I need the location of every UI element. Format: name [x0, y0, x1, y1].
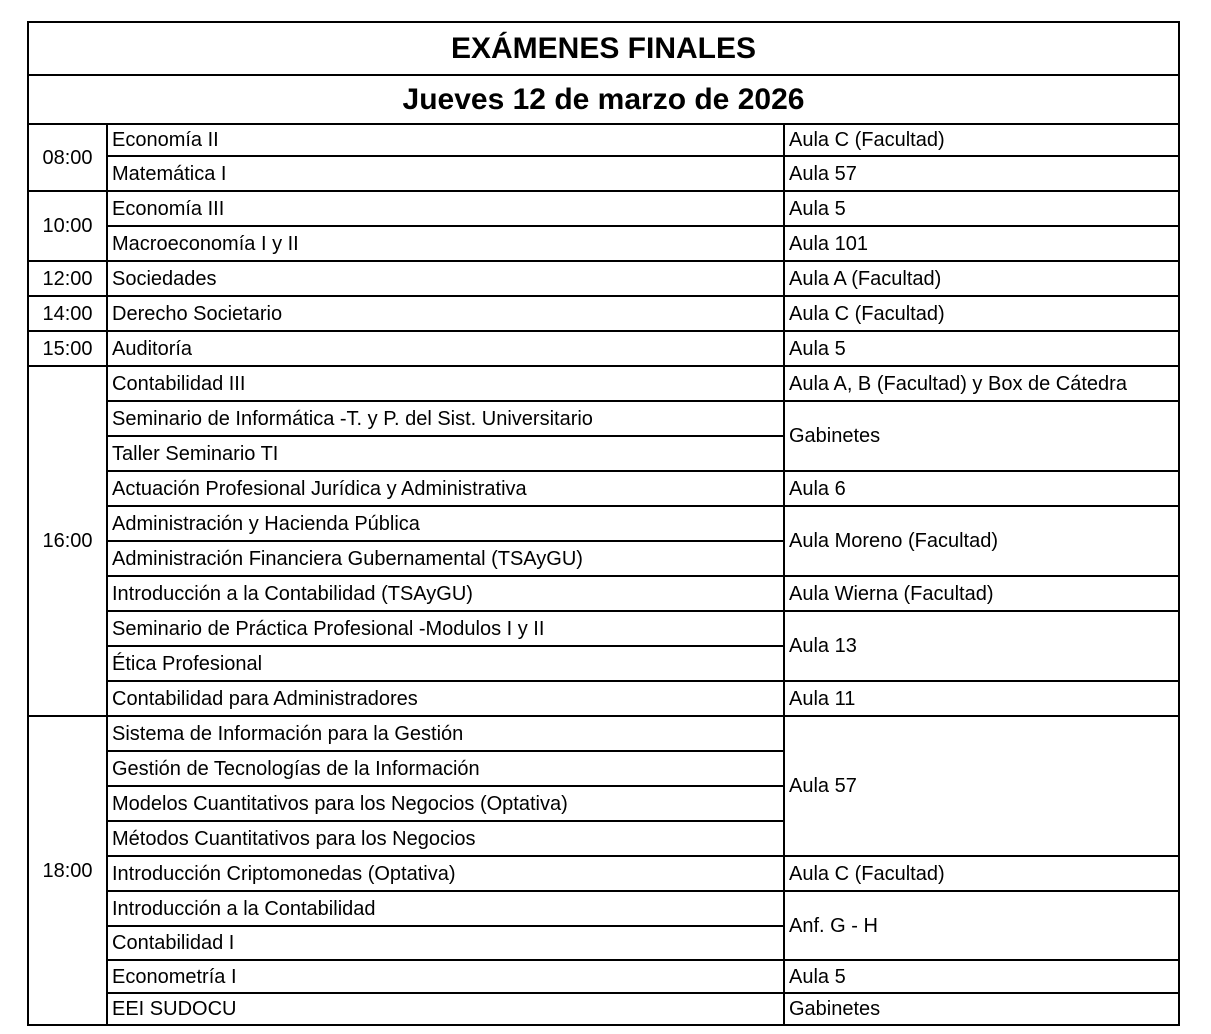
schedule-title: EXÁMENES FINALES [28, 22, 1179, 75]
subject-cell: Gestión de Tecnologías de la Información [107, 751, 784, 786]
room-cell: Gabinetes [784, 993, 1179, 1025]
subject-cell: Contabilidad III [107, 366, 784, 401]
subject-cell: Econometría I [107, 960, 784, 993]
subject-cell: Contabilidad I [107, 926, 784, 960]
subject-cell: Matemática I [107, 156, 784, 191]
subject-cell: Administración Financiera Gubernamental (TSAyGU) [107, 541, 784, 576]
table-row [28, 296, 1179, 331]
room-cell: Aula Moreno (Facultad) [784, 506, 1179, 576]
table-row [28, 124, 1179, 156]
table-row [28, 226, 1179, 261]
table-row [28, 401, 1179, 436]
table-row [28, 716, 1179, 751]
subject-cell: Ética Profesional [107, 646, 784, 681]
room-cell: Aula Wierna (Facultad) [784, 576, 1179, 611]
time-cell: 16:00 [28, 366, 107, 716]
room-cell: Aula 13 [784, 611, 1179, 681]
table-row [28, 156, 1179, 191]
room-cell: Aula 57 [784, 716, 1179, 856]
table-row [28, 681, 1179, 716]
subject-cell: EEI SUDOCU [107, 993, 784, 1025]
subject-cell: Contabilidad para Administradores [107, 681, 784, 716]
subject-cell: Seminario de Informática -T. y P. del Sist. Universitario [107, 401, 784, 436]
exam-schedule-table [27, 21, 1180, 1026]
room-cell: Aula C (Facultad) [784, 124, 1179, 156]
table-row [28, 331, 1179, 366]
subject-cell: Taller Seminario TI [107, 436, 784, 471]
time-cell: 10:00 [28, 191, 107, 261]
subject-cell: Economía II [107, 124, 784, 156]
room-cell: Aula A, B (Facultad) y Box de Cátedra [784, 366, 1179, 401]
subject-cell: Seminario de Práctica Profesional -Modulos I y II [107, 611, 784, 646]
table-row [28, 960, 1179, 993]
subject-cell: Introducción a la Contabilidad (TSAyGU) [107, 576, 784, 611]
room-cell: Aula C (Facultad) [784, 856, 1179, 891]
subject-cell: Introducción a la Contabilidad [107, 891, 784, 926]
room-cell: Aula 57 [784, 156, 1179, 191]
table-row [28, 856, 1179, 891]
table-row [28, 993, 1179, 1025]
room-cell: Aula C (Facultad) [784, 296, 1179, 331]
room-cell: Aula 6 [784, 471, 1179, 506]
table-row [28, 191, 1179, 226]
subject-cell: Introducción Criptomonedas (Optativa) [107, 856, 784, 891]
table-row [28, 506, 1179, 541]
subject-cell: Modelos Cuantitativos para los Negocios (Optativa) [107, 786, 784, 821]
time-cell: 15:00 [28, 331, 107, 366]
room-cell: Gabinetes [784, 401, 1179, 471]
subject-cell: Sociedades [107, 261, 784, 296]
subject-cell: Derecho Societario [107, 296, 784, 331]
table-row [28, 891, 1179, 926]
time-cell: 18:00 [28, 716, 107, 1025]
room-cell: Aula A (Facultad) [784, 261, 1179, 296]
room-cell: Aula 101 [784, 226, 1179, 261]
room-cell: Aula 5 [784, 191, 1179, 226]
subject-cell: Sistema de Información para la Gestión [107, 716, 784, 751]
subject-cell: Auditoría [107, 331, 784, 366]
schedule-date: Jueves 12 de marzo de 2026 [28, 75, 1179, 124]
table-row [28, 471, 1179, 506]
table-row [28, 366, 1179, 401]
time-cell: 12:00 [28, 261, 107, 296]
subject-cell: Administración y Hacienda Pública [107, 506, 784, 541]
date-row [28, 75, 1179, 124]
table-row [28, 611, 1179, 646]
room-cell: Anf. G - H [784, 891, 1179, 960]
room-cell: Aula 5 [784, 960, 1179, 993]
subject-cell: Métodos Cuantitativos para los Negocios [107, 821, 784, 856]
subject-cell: Actuación Profesional Jurídica y Administrativa [107, 471, 784, 506]
time-cell: 14:00 [28, 296, 107, 331]
title-row [28, 22, 1179, 75]
time-cell: 08:00 [28, 124, 107, 191]
subject-cell: Economía III [107, 191, 784, 226]
table-row [28, 576, 1179, 611]
room-cell: Aula 11 [784, 681, 1179, 716]
exam-schedule-body [28, 22, 1179, 1025]
table-row [28, 261, 1179, 296]
room-cell: Aula 5 [784, 331, 1179, 366]
subject-cell: Macroeconomía I y II [107, 226, 784, 261]
